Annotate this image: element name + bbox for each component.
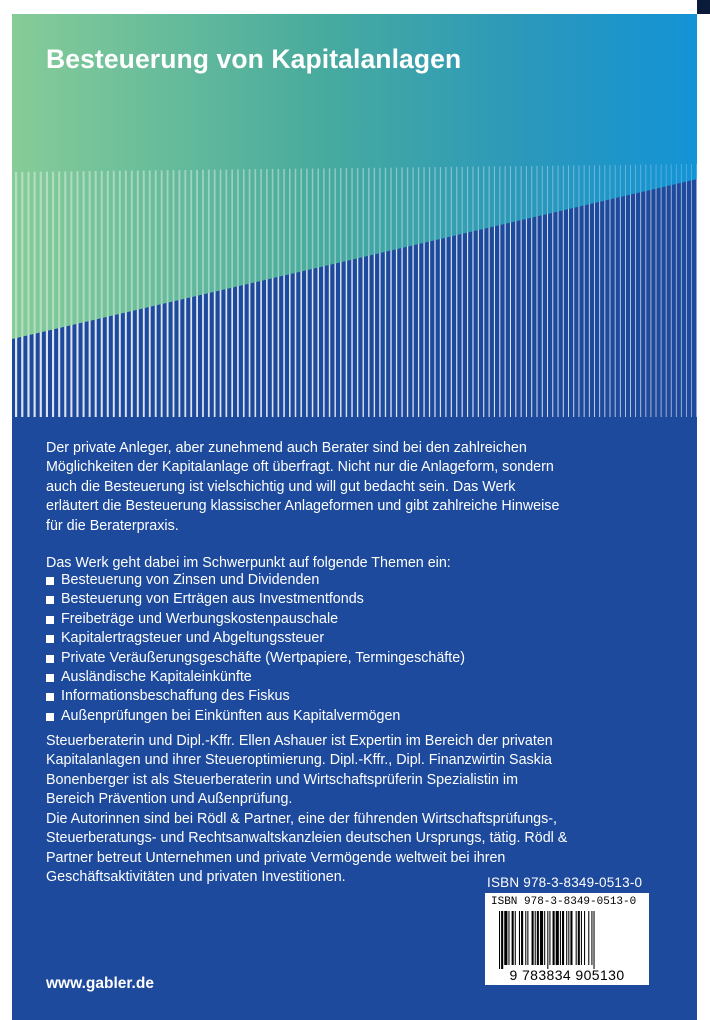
barcode	[485, 893, 649, 985]
barcode-bar	[525, 911, 526, 965]
list-item: Besteuerung von Zinsen und Dividenden	[46, 571, 465, 590]
barcode-bar	[515, 911, 516, 965]
stripe-line	[635, 165, 636, 417]
barcode-bar	[560, 911, 561, 965]
barcode-bar	[568, 911, 569, 965]
barcode-bar	[566, 911, 567, 965]
barcode-bar	[588, 911, 589, 965]
barcode-bar	[535, 911, 536, 965]
barcode-bar	[591, 911, 592, 965]
description-paragraph: Der private Anleger, aber zunehmend auch Berater sind bei den zahlreichen Möglichkeiten der Kapitalanlage oft überfragt. Nicht nur die Anlageform, sondern auch die Besteuerung ist vielschichtig und will gut bedacht sein. Das Werk erläutert die Besteuerung klassischer Anlageformen und gibt zahlreiche Hinweise für die Beraterpraxis.	[46, 440, 560, 534]
list-item: Besteuerung von Erträgen aus Investmentfonds	[46, 590, 465, 609]
firm-paragraph: Die Autorinnen sind bei Rödl & Partner, eine der führenden Wirtschaftsprüfungs-, Steuerberatungs- und Rechtsanwaltskanzleien deutschen Ursprungs, tätig. Rödl & Partner betreut Unternehmen und private Vermögende weltweit bei ihren Geschäftsaktivitäten und privaten Investitionen.	[46, 811, 568, 886]
square-bullet-icon	[46, 635, 54, 643]
stripe-line	[610, 165, 611, 417]
stripe-line	[640, 165, 641, 417]
page-edge	[697, 0, 710, 14]
stripe-line	[671, 164, 672, 417]
barcode-bar	[521, 911, 523, 965]
barcode-number: 9 783834 905130	[509, 967, 625, 983]
barcode-bar	[544, 911, 545, 965]
barcode-bar	[578, 911, 580, 965]
square-bullet-icon	[46, 655, 54, 663]
barcode-bar	[499, 911, 500, 969]
publisher-website: www.gabler.de	[46, 975, 154, 992]
barcode-bar	[508, 911, 509, 965]
stripe-line	[681, 164, 682, 417]
list-item: Ausländische Kapitaleinkünfte	[46, 668, 465, 687]
authors-paragraph: Steuerberaterin und Dipl.-Kffr. Ellen Ashauer ist Expertin im Bereich der privaten Kapitalanlagen und ihrer Steueroptimierung. Dipl.-Kffr., Dipl. Finanzwirtin Saskia Bonenberger ist als Steuerberaterin und Wirtschaftsprüferin Spezialistin im Bereich Prävention und Außenprüfung.	[46, 733, 553, 808]
barcode-bar	[504, 911, 507, 965]
book-back-cover	[12, 14, 697, 1020]
barcode-bar	[532, 911, 534, 965]
barcode-bar	[576, 911, 577, 965]
stripe-line	[604, 165, 605, 417]
barcode-bar	[537, 911, 539, 965]
stripe-line	[620, 165, 621, 417]
stripe-line	[645, 165, 646, 417]
topics-intro: Das Werk geht dabei im Schwerpunkt auf folgende Themen ein:	[46, 555, 451, 571]
stripe-line	[666, 164, 667, 417]
stripe-line	[599, 165, 600, 417]
list-item: Außenprüfungen bei Einkünften aus Kapitalvermögen	[46, 707, 465, 726]
barcode-bar	[549, 911, 550, 965]
stripe-line	[691, 164, 692, 417]
stripe-line	[630, 165, 631, 417]
stripe-line	[656, 164, 657, 417]
barcode-bar	[527, 911, 528, 965]
barcode-bars	[491, 911, 643, 969]
square-bullet-icon	[46, 674, 54, 682]
stripe-line	[615, 165, 616, 417]
square-bullet-icon	[46, 577, 54, 585]
stripe-line	[625, 165, 626, 417]
list-item: Informationsbeschaffung des Fiskus	[46, 687, 465, 706]
stripe-line	[686, 164, 687, 417]
square-bullet-icon	[46, 693, 54, 701]
barcode-bar	[501, 911, 503, 969]
barcode-bar	[540, 911, 543, 965]
stripe-line	[661, 164, 662, 417]
isbn-label: ISBN 978-3-8349-0513-0	[487, 875, 643, 890]
square-bullet-icon	[46, 616, 54, 624]
list-item: Kapitalertragsteuer und Abgeltungssteuer	[46, 629, 465, 648]
list-item: Freibeträge und Werbungskostenpauschale	[46, 610, 465, 629]
book-title: Besteuerung von Kapitalanlagen	[46, 44, 462, 74]
barcode-bar	[570, 911, 572, 965]
stripe-line	[651, 165, 652, 417]
barcode-bar	[553, 911, 555, 965]
barcode-bar	[556, 911, 559, 965]
barcode-bar	[547, 911, 548, 969]
list-item: Private Veräußerungsgeschäfte (Wertpapiere, Termingeschäfte)	[46, 649, 465, 668]
square-bullet-icon	[46, 596, 54, 604]
stripe-line	[696, 164, 697, 417]
barcode-bar	[581, 911, 582, 965]
barcode-bar	[519, 911, 520, 965]
barcode-bar	[584, 911, 585, 965]
barcode-bar	[512, 911, 514, 965]
stripe-line	[676, 164, 677, 417]
barcode-isbn-text: ISBN 978-3-8349-0513-0	[491, 896, 637, 908]
topics-list	[46, 571, 465, 726]
square-bullet-icon	[46, 713, 54, 721]
barcode-bar	[562, 911, 564, 965]
barcode-bar	[594, 911, 595, 969]
